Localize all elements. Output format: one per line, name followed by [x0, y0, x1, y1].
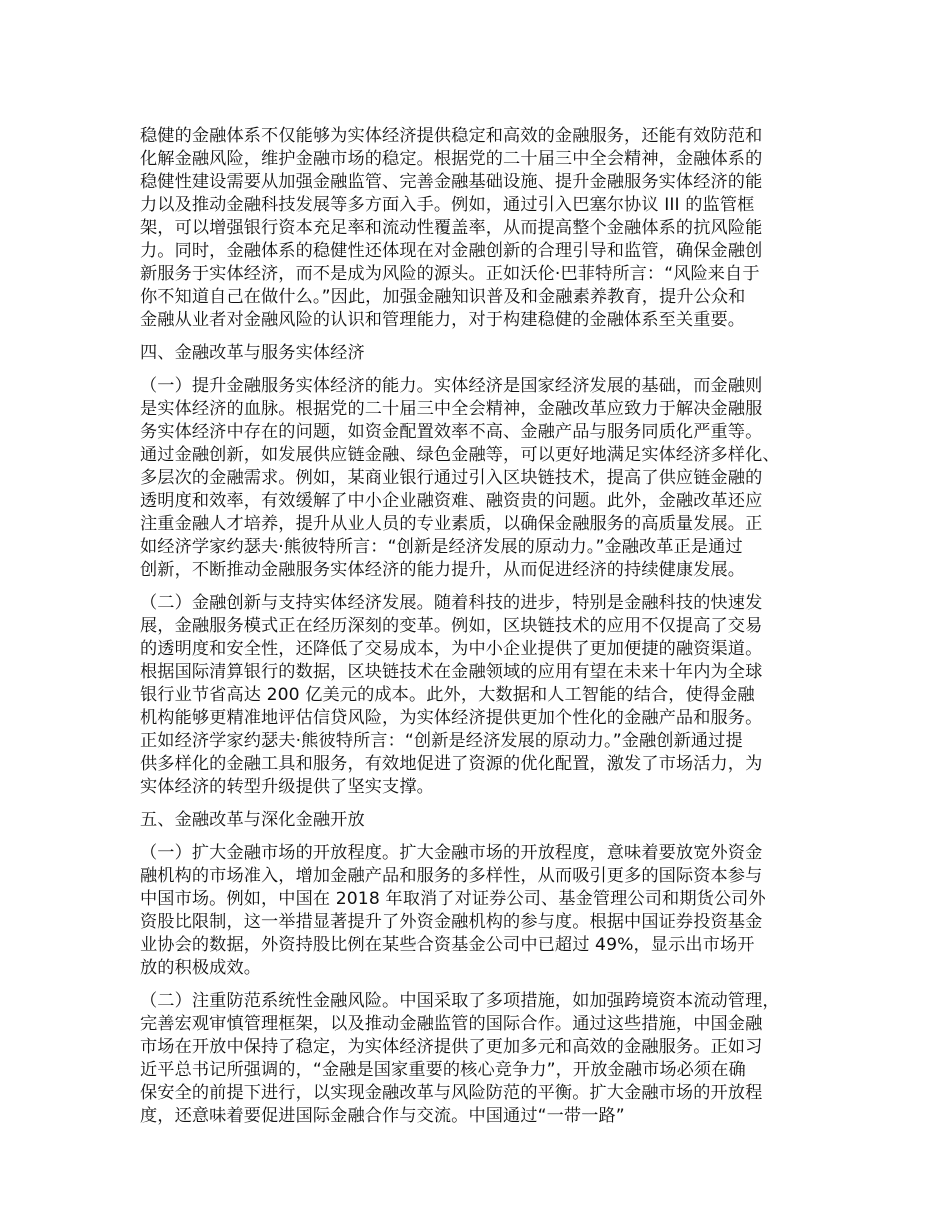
text-line: 透明度和效率，有效缓解了中小企业融资难、融资贵的问题。此外，金融改革还应	[140, 491, 763, 511]
text-line: （二）注重防范系统性金融风险。中国采取了多项措施，如加强跨境资本流动管理，	[140, 991, 780, 1011]
heading-text: 五、金融改革与深化金融开放	[140, 810, 365, 830]
paragraph-financial-stability	[140, 125, 840, 332]
text-line: 创新，不断推动金融服务实体经济的能力提升，从而促进经济的持续健康发展。	[140, 560, 746, 580]
text-line: 放的积极成效。	[140, 958, 262, 978]
text-line: 是实体经济的血脉。根据党的二十届三中全会精神，金融改革应致力于解决金融服	[140, 399, 763, 419]
text-line: （一）提升金融服务实体经济的能力。实体经济是国家经济发展的基础，而金融则	[140, 376, 763, 396]
text-line: 根据国际清算银行的数据，区块链技术在金融领域的应用有望在未来十年内为全球	[140, 662, 763, 682]
text-line: 力。同时，金融体系的稳健性还体现在对金融创新的合理引导和监管，确保金融创	[140, 241, 763, 261]
text-line: 多层次的金融需求。例如，某商业银行通过引入区块链技术，提高了供应链金融的	[140, 468, 763, 488]
text-line: 银行业节省高达 200 亿美元的成本。此外，大数据和人工智能的结合，使得金融	[140, 685, 755, 705]
text-line: 业协会的数据，外资持股比例在某些合资基金公司中已超过 49%，显示出市场开	[140, 935, 755, 955]
text-line: 稳健性建设需要从加强金融监管、完善金融基础设施、提升金融服务实体经济的能	[140, 172, 763, 192]
text-line: 如经济学家约瑟夫·熊彼特所言：“创新是经济发展的原动力。”金融改革正是通过	[140, 537, 743, 557]
text-line: 保安全的前提下进行，以实现金融改革与风险防范的平衡。扩大金融市场的开放程	[140, 1083, 763, 1103]
heading-text: 四、金融改革与服务实体经济	[140, 343, 365, 363]
text-line: 稳健的金融体系不仅能够为实体经济提供稳定和高效的金融服务，还能有效防范和	[140, 126, 763, 146]
text-line: 机构能够更精准地评估信贷风险，为实体经济提供更加个性化的金融产品和服务。	[140, 708, 763, 728]
text-line: 金融从业者对金融风险的认识和管理能力，对于构建稳健的金融体系至关重要。	[140, 310, 746, 330]
text-line: 力以及推动金融科技发展等多方面入手。例如，通过引入巴塞尔协议 III 的监管框	[140, 195, 755, 215]
text-line: 化解金融风险，维护金融市场的稳定。根据党的二十届三中全会精神，金融体系的	[140, 149, 763, 169]
section-heading-5	[140, 809, 840, 832]
text-line: （二）金融创新与支持实体经济发展。随着科技的进步，特别是金融科技的快速发	[140, 593, 763, 613]
text-line: 近平总书记所强调的，“金融是国家重要的核心竞争力”，开放金融市场必须在确	[140, 1060, 746, 1080]
text-line: 展，金融服务模式正在经历深刻的变革。例如，区块链技术的应用不仅提高了交易	[140, 616, 763, 636]
text-line: 通过金融创新，如发展供应链金融、绿色金融等，可以更好地满足实体经济多样化、	[140, 445, 780, 465]
text-line: （一）扩大金融市场的开放程度。扩大金融市场的开放程度，意味着要放宽外资金	[140, 843, 763, 863]
text-line: 资股比限制，这一举措显著提升了外资金融机构的参与度。根据中国证券投资基金	[140, 912, 763, 932]
text-line: 中国市场。例如，中国在 2018 年取消了对证券公司、基金管理公司和期货公司外	[140, 889, 766, 909]
text-line: 架，可以增强银行资本充足率和流动性覆盖率，从而提高整个金融体系的抗风险能	[140, 218, 763, 238]
paragraph-4-1	[140, 375, 840, 582]
text-line: 的透明度和安全性，还降低了交易成本，为中小企业提供了更加便捷的融资渠道。	[140, 639, 763, 659]
text-line: 融机构的市场准入，增加金融产品和服务的多样性，从而吸引更多的国际资本参与	[140, 866, 763, 886]
paragraph-5-1	[140, 842, 840, 980]
text-line: 注重金融人才培养，提升从业人员的专业素质，以确保金融服务的高质量发展。正	[140, 514, 763, 534]
text-line: 供多样化的金融工具和服务，有效地促进了资源的优化配置，激发了市场活力，为	[140, 754, 763, 774]
paragraph-5-2	[140, 990, 840, 1128]
text-line: 实体经济的转型升级提供了坚实支撑。	[140, 777, 434, 797]
section-heading-4	[140, 342, 840, 365]
paragraph-4-2	[140, 592, 840, 799]
text-line: 务实体经济中存在的问题，如资金配置效率不高、金融产品与服务同质化严重等。	[140, 422, 763, 442]
document-page	[140, 125, 840, 1138]
text-line: 正如经济学家约瑟夫·熊彼特所言：“创新是经济发展的原动力。”金融创新通过提	[140, 731, 743, 751]
text-line: 你不知道自己在做什么。”因此，加强金融知识普及和金融素养教育，提升公众和	[140, 287, 746, 307]
text-line: 市场在开放中保持了稳定，为实体经济提供了更加多元和高效的金融服务。正如习	[140, 1037, 763, 1057]
text-line: 完善宏观审慎管理框架，以及推动金融监管的国际合作。通过这些措施，中国金融	[140, 1014, 763, 1034]
text-line: 新服务于实体经济，而不是成为风险的源头。正如沃伦·巴菲特所言：“风险来自于	[140, 264, 760, 284]
text-line: 度，还意味着要促进国际金融合作与交流。中国通过“一带一路”	[140, 1106, 625, 1126]
